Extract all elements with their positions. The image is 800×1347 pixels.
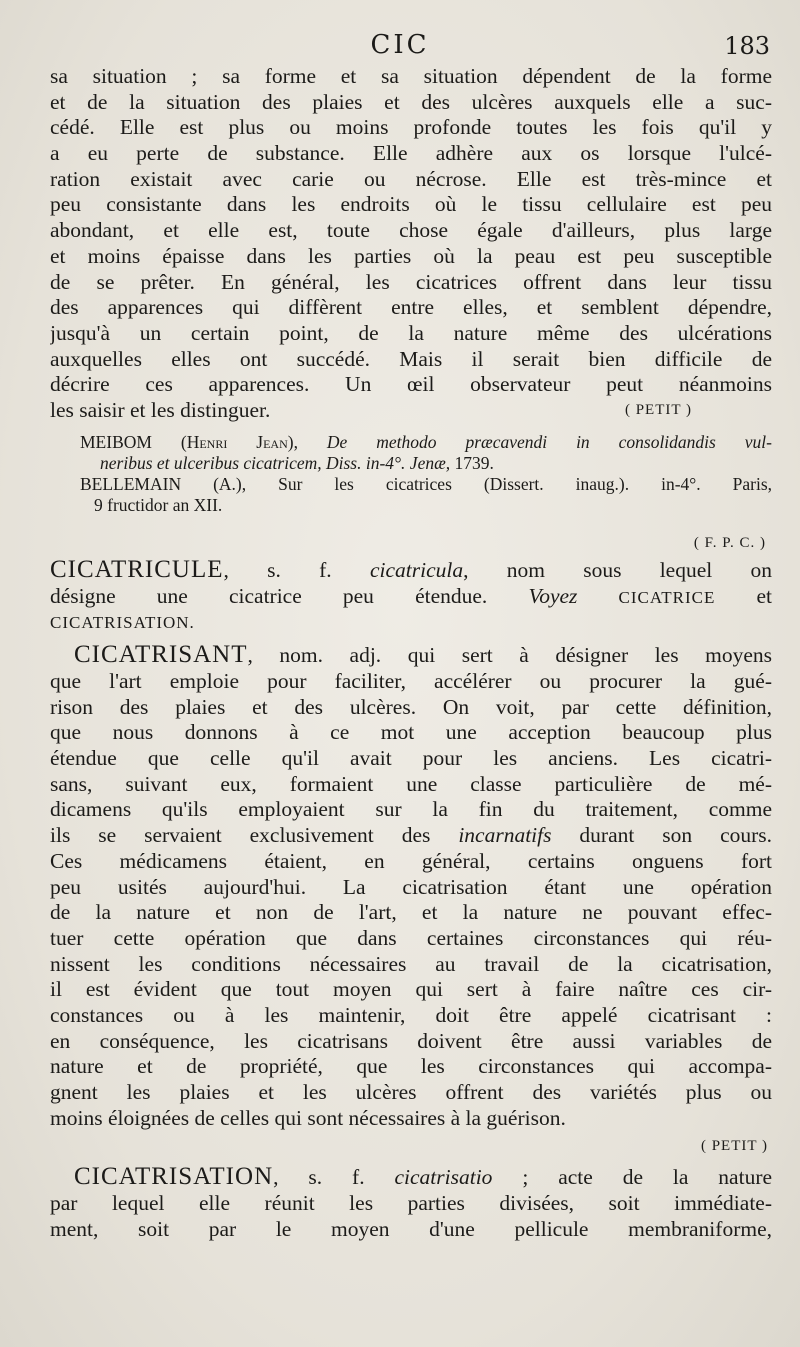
- entry-headword: CICATRISANT: [74, 641, 248, 668]
- bib-year: 1739.: [454, 452, 494, 473]
- page-body: [50, 64, 772, 1242]
- italic-term: incarnatifs: [458, 823, 552, 848]
- text-line: abondant, et elle est, toute chose égale d'ailleurs, plus large: [50, 218, 772, 243]
- bib-entry-meibom: [50, 432, 772, 453]
- entry-cicatrisation: [50, 1163, 772, 1242]
- entry-headword: CICATRICULE: [50, 555, 224, 583]
- text-line: dicamens qu'ils employaient sur la fin du traitement, comme: [50, 797, 772, 822]
- text-line: de se prêter. En général, les cicatrices offrent dans leur tissu: [50, 269, 772, 294]
- text-line: [50, 823, 772, 849]
- entry-first-line: [50, 641, 772, 669]
- text-line: jusqu'à un certain point, de la nature même des ulcérations: [50, 320, 772, 345]
- bib-entry-meibom-cont: [50, 453, 772, 474]
- last-line-text: les saisir et les distinguer.: [50, 397, 271, 422]
- bib-entry-bellemain-cont: 9 fructidor an XII.: [94, 494, 223, 515]
- bib-author: MEIBOM (Henri Jean),: [80, 431, 298, 452]
- text-line: ration existait avec carie ou nécrose. Elle est très-mince et: [50, 166, 772, 191]
- text-line: il est évident que tout moyen qui sert à faire naître ces cir-: [50, 977, 772, 1002]
- signature-line: [50, 1131, 772, 1157]
- text-line: constances ou à les maintenir, doit être appelé cicatrisant :: [50, 1002, 772, 1027]
- text-line: et moins épaisse dans les parties où la peau est peu susceptible: [50, 243, 772, 268]
- bib-entry-bellemain: BELLEMAIN (A.), Sur les cicatrices (Dissert. inaug.). in-4°. Paris,: [80, 473, 772, 494]
- entry-grammar: , s. f.: [223, 557, 332, 582]
- entry-definition: , nom. adj. qui sert à désigner les moyens: [247, 643, 772, 667]
- text-line: peu consistante dans les endroits où le tissu cellulaire est peu: [50, 192, 772, 217]
- entry-cicatricule: [50, 556, 772, 635]
- entry-definition: , nom sous lequel on: [463, 557, 772, 582]
- see-also-label: Voyez: [528, 583, 578, 608]
- author-signature: ( F. P. C. ): [693, 534, 766, 551]
- author-signature: ( PETIT ): [700, 1138, 768, 1155]
- latin-term: cicatrisatio: [394, 1165, 493, 1190]
- entry-definition: ; acte de la nature: [522, 1165, 772, 1190]
- text-line: sans, suivant eux, formaient une classe particulière de mé-: [50, 771, 772, 796]
- text-line-last: [50, 398, 772, 424]
- text-line: des apparences qui diffèrent entre elles, et semblent dépendre,: [50, 295, 772, 320]
- bib-title: De methodo præcavendi in consolidandis vul-: [326, 431, 772, 452]
- entry-definition-cont: désigne une cicatrice peu étendue.: [50, 583, 488, 608]
- bib-publication: Diss. in-4°. Jenæ,: [326, 452, 451, 473]
- text-line: nissent les conditions nécessaires au travail de la cicatrisation,: [50, 951, 772, 976]
- text-line: que l'art emploie pour faciliter, accélérer ou procurer la gué-: [50, 669, 772, 693]
- running-head: CIC: [370, 30, 430, 60]
- text-line: sa situation ; sa forme et sa situation dépendent de la forme: [50, 64, 772, 88]
- text-line: Ces médicamens étaient, en général, certains onguens fort: [50, 848, 772, 873]
- text-line: gnent les plaies et les ulcères offrent des variétés plus ou: [50, 1080, 772, 1104]
- text-line: nature et de propriété, que les circonstances qui accompa-: [50, 1054, 772, 1079]
- entry-headword: CICATRISATION: [74, 1163, 274, 1191]
- cross-reference: CICATRISATION.: [50, 613, 195, 633]
- author-signature: ( PETIT ): [624, 401, 692, 418]
- text-line: étendue que celle qu'il avait pour les anciens. Les cicatri-: [50, 746, 772, 771]
- latin-term: cicatricula: [369, 557, 464, 582]
- text-line: ment, soit par le moyen d'une pellicule membraniforme,: [50, 1216, 772, 1241]
- text-line: de la nature et non de l'art, et la nature ne pouvant effec-: [50, 900, 772, 925]
- entry-first-line: [50, 556, 772, 584]
- bib-title-cont: neribus et ulceribus cicatricem,: [100, 452, 322, 473]
- text-line: par lequel elle réunit les parties divisées, soit immédiate-: [50, 1191, 772, 1216]
- entry-cicatrisant: [50, 641, 772, 1157]
- entry-grammar: , s. f.: [273, 1165, 365, 1190]
- conjunction: et: [756, 583, 772, 608]
- entry-first-line: [50, 1163, 772, 1191]
- text-line: [50, 584, 772, 610]
- text-line: et de la situation des plaies et des ulcères auxquels elle a suc-: [50, 89, 772, 114]
- text-line: en conséquence, les cicatrisans doivent être aussi variables de: [50, 1028, 772, 1053]
- text-segment: ils se servaient exclusivement des: [50, 823, 431, 848]
- cross-reference: CICATRICE: [618, 587, 716, 607]
- text-line: tuer cette opération que dans certaines circonstances qui réu-: [50, 925, 772, 950]
- text-line: a eu perte de substance. Elle adhère aux os lorsque l'ulcé-: [50, 141, 772, 166]
- text-line: cédé. Elle est plus ou moins profonde toutes les fois qu'il y: [50, 115, 772, 140]
- text-line: rison des plaies et des ulcères. On voit, par cette définition,: [50, 694, 772, 719]
- text-segment: durant son cours.: [579, 823, 772, 848]
- text-line: peu usités aujourd'hui. La cicatrisation étant une opération: [50, 874, 772, 899]
- bibliography: [50, 432, 772, 554]
- page-number: 183: [724, 32, 770, 60]
- page-header: [0, 28, 800, 64]
- text-line: [50, 609, 772, 635]
- text-line: que nous donnons à ce mot une acception beaucoup plus: [50, 720, 772, 745]
- text-line: auxquelles elles ont succédé. Mais il serait bien difficile de: [50, 346, 772, 371]
- cicatrice-continuation: [50, 64, 772, 424]
- text-line: décrire ces apparences. Un œil observateur peut néanmoins: [50, 372, 772, 397]
- text-line: moins éloignées de celles qui sont nécessaires à la guérison.: [50, 1105, 566, 1130]
- bib-signature-line: [50, 528, 772, 554]
